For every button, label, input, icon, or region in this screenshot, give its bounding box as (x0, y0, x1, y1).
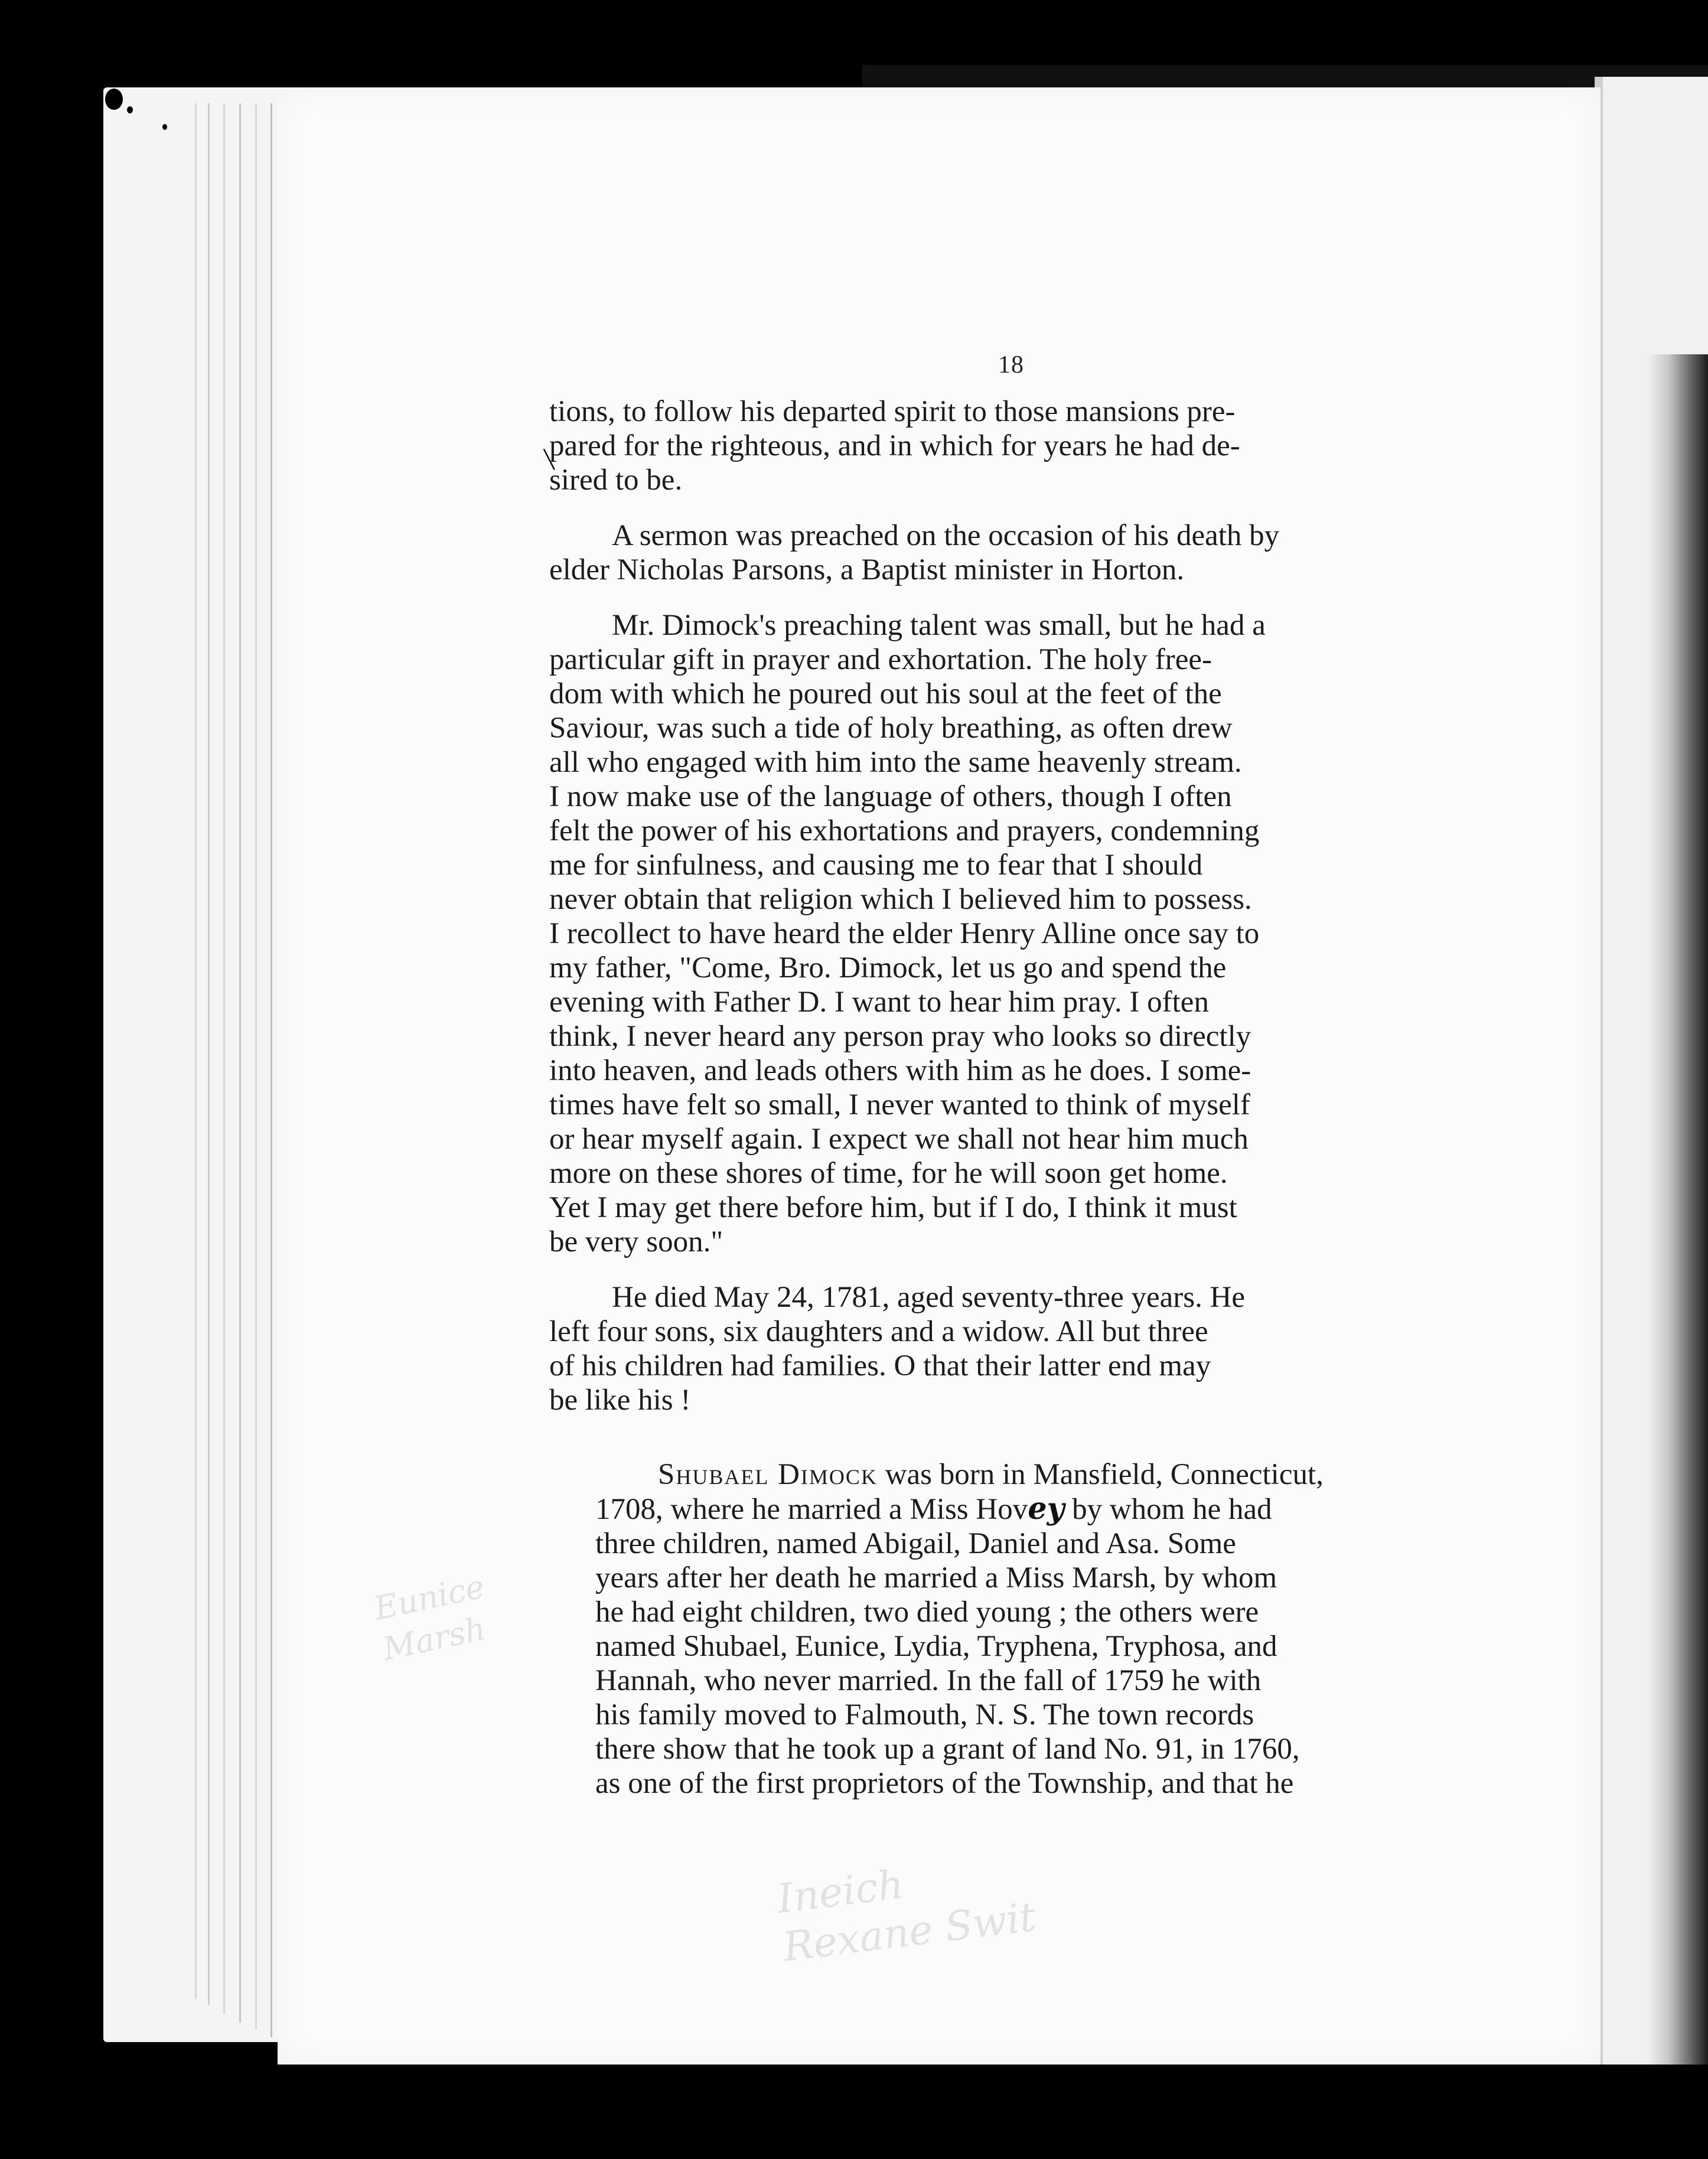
torn-corner (162, 124, 167, 130)
paragraph-line (595, 1492, 1514, 1527)
page-edge-line (239, 103, 241, 2023)
handwritten-correction: ey (1028, 1491, 1065, 1527)
faint-margin-note: Eunice Marsh (371, 1567, 489, 1668)
page-edge-line (270, 103, 272, 2037)
background-strip (862, 65, 1708, 89)
torn-corner (127, 106, 133, 113)
paragraph-death: He died May 24, 1781, aged seventy-three years. He left four sons, six daughters and a widow. All but three of his children had families. O that their latter end may be like his ! (549, 1281, 1246, 1417)
background-bottom (0, 2065, 1708, 2159)
paragraph-shubael (595, 1457, 1514, 1492)
margin-mark: \ (542, 441, 556, 478)
paragraph-preaching: Mr. Dimock's preaching talent was small, but he had a particular gift in prayer and exhortation. The holy free- dom with which he poured out his soul at the feet of the Saviour, was such a tide of holy breathing, as often drew all who engaged with him into the same heavenly stream. I now make use of the language of others, though I often felt the power of his exhortations and prayers, condemning me for sinfulness, and causing me to fear that I should never obtain that religion which I believed him to possess. I recollect to have heard the elder Henry Alline once say to my father, "Come, Bro. Dimock, let us go and spend the evening with Father D. I want to hear him pray. I often think, I never heard any person pray who looks so directly into heaven, and leads others with him as he does. I some- times have felt so small, I never wanted to think of myself or hear myself again. I expect we shall not hear him much more on these shores of time, for he will soon get home. Yet I may get there before him, but if I do, I think it must be very soon." (549, 609, 1266, 1258)
body-text-section2 (595, 1457, 1514, 1801)
page-number: 18 (998, 351, 1024, 379)
line-text: by whom he had (1064, 1493, 1272, 1526)
page-stack-edge (103, 87, 281, 2042)
line-text: 1708, where he married a Miss Hov (595, 1493, 1028, 1526)
torn-corner (105, 89, 123, 110)
body-text-top (549, 394, 1485, 1417)
line-text: was born in Mansfield, Connecticut, (877, 1458, 1324, 1491)
page-edge-line (195, 103, 197, 1999)
page-edge-line (223, 103, 225, 2014)
page-edge-line (208, 103, 210, 2005)
page-edge-line (255, 103, 257, 2030)
name-smallcaps: Shubael Dimock (658, 1458, 878, 1491)
paragraph-continuation: tions, to follow his departed spirit to those mansions pre- pared for the righteous, and in which for years he had de- sired to be. (549, 395, 1240, 497)
faint-bottom-note: Ineich Rexane Swit (774, 1861, 1039, 1971)
facing-page-edge (1648, 354, 1708, 2159)
paragraph-rest: three children, named Abigail, Daniel and Asa. Some years after her death he married a Miss Marsh, by whom he had eight children, two died young ; the others were named Shubael, Eunice, Lydia, Tryphena, Tryphosa, and Hannah, who never married. In the fall of 1759 he with his family moved to Falmouth, N. S. The town records there show that he took up a grant of land No. 91, in 1760, as one of the first proprietors of the Township, and that he (595, 1527, 1300, 1800)
paragraph-sermon: A sermon was preached on the occasion of his death by elder Nicholas Parsons, a Baptist minister in Horton. (549, 519, 1280, 586)
